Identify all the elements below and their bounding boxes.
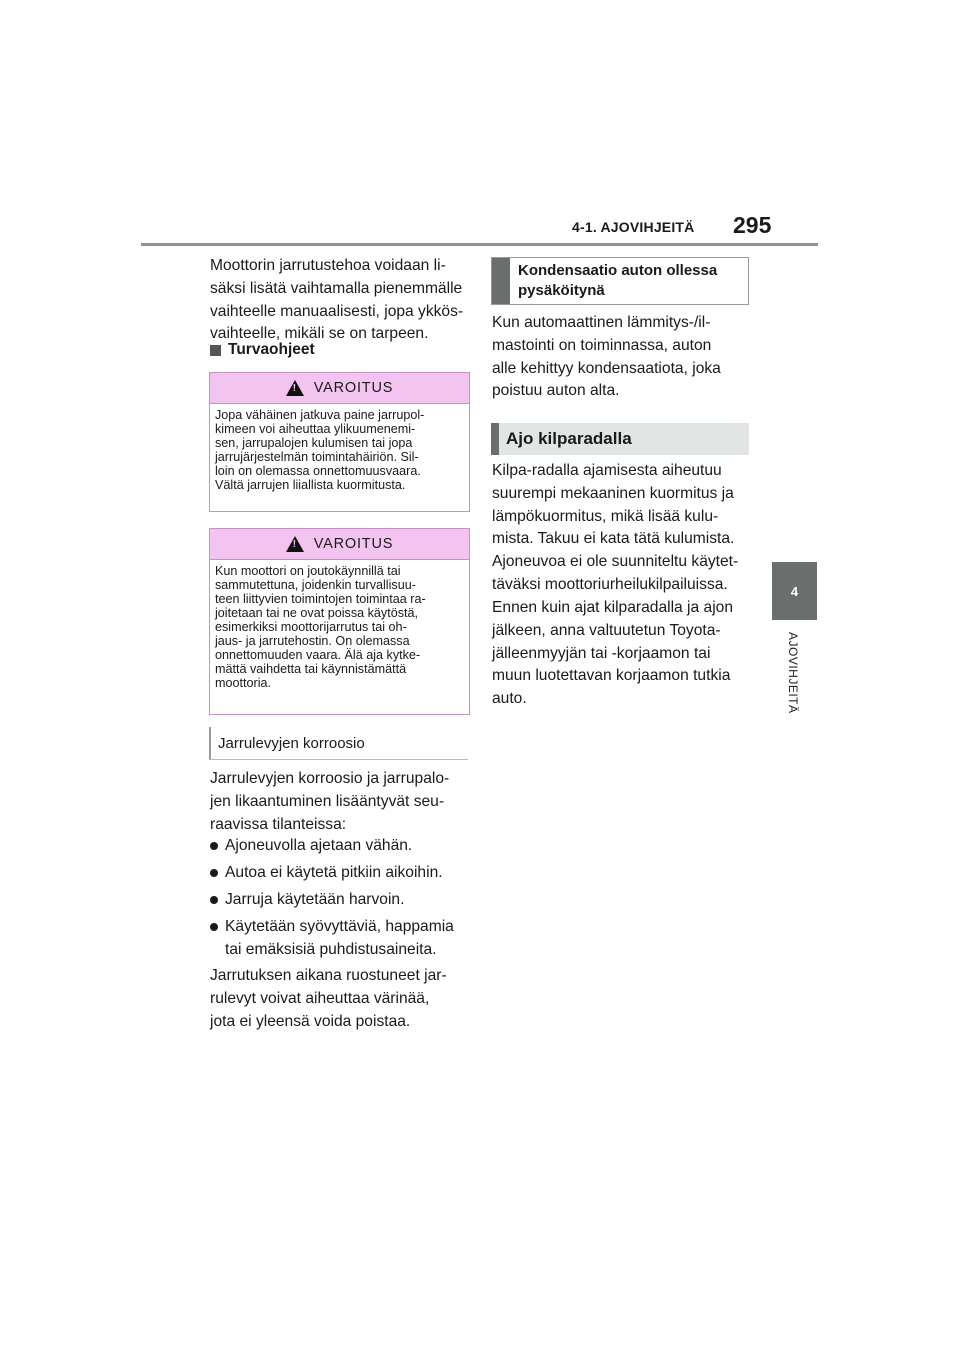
warning-header <box>210 373 469 404</box>
subheading-turvaohjeet <box>210 341 315 359</box>
list-item <box>210 835 470 858</box>
warning-header <box>210 529 469 560</box>
heading-track-driving <box>491 423 749 455</box>
condensation-paragraph <box>492 312 757 403</box>
text-line: Autoa ei käytetä pitkiin aikoihin. <box>225 864 443 881</box>
text-line: Kun moottori on joutokäynnillä tai <box>215 564 401 578</box>
text-line: vaihteelle, mikäli se on tarpeen. <box>210 325 429 343</box>
text-line: Jarrulevyjen korroosio ja jarrupalo- <box>210 770 450 787</box>
bullet-icon <box>210 923 218 931</box>
text-line: tai emäksisiä puhdistusaineita. <box>225 940 437 958</box>
text-line: Kun automaattinen lämmitys-/il- <box>492 314 711 331</box>
warning-triangle-icon: ! <box>286 380 304 396</box>
text-line: rulevyt voivat aiheuttaa värinää, <box>210 989 430 1007</box>
text-line: Jarruja käytetään harvoin. <box>225 891 405 908</box>
warning-box-1 <box>209 372 470 512</box>
warning-title: VAROITUS <box>313 380 394 396</box>
bullet-icon <box>210 896 218 904</box>
text-line: teen liittyvien toimintojen toimintaa ra- <box>215 592 426 606</box>
text-line: Vältä jarrujen liiallista kuormitusta. <box>215 478 406 492</box>
heading-condensation <box>491 257 749 305</box>
text-line: lämpökuormitus, mikä lisää kulu- <box>492 507 719 525</box>
list-item <box>210 916 470 961</box>
warning-title: VAROITUS <box>313 536 394 552</box>
heading-text: Ajo kilparadalla <box>506 429 632 448</box>
text-line: Jarrutuksen aikana ruostuneet jar- <box>210 967 447 984</box>
text-line: mista. Takuu ei kata tätä kulumista. <box>492 530 735 548</box>
warning-triangle-icon: ! <box>286 536 304 552</box>
heading-bar <box>491 423 499 455</box>
text-line: jälleenmyyjän tai -korjaamon tai <box>492 644 711 662</box>
track-paragraph-2 <box>492 597 757 711</box>
text-line: Ajoneuvoa ei ole suunniteltu käytet- <box>492 553 739 571</box>
text-line: täväksi moottoriurheilukilpailuissa. <box>492 575 728 593</box>
chapter-tab: 4 <box>772 562 817 620</box>
intro-paragraph <box>210 255 472 346</box>
subheading-text: Turvaohjeet <box>228 341 315 358</box>
warning-body <box>210 404 469 498</box>
text-line: jota ei yleensä voida poistaa. <box>210 1012 411 1030</box>
text-line: moottoria. <box>215 676 271 690</box>
bullet-list <box>210 835 470 966</box>
header-rule <box>141 243 818 246</box>
text-line: Jopa vähäinen jatkuva paine jarrupol- <box>215 408 425 422</box>
text-line: Käytetään syövyttäviä, happamia <box>225 918 454 935</box>
text-line: jälkeen, anna valtuutetun Toyota- <box>492 621 721 639</box>
section-heading-corrosion: Jarrulevyjen korroosio <box>209 727 468 760</box>
heading-text <box>510 258 717 304</box>
square-bullet-icon <box>210 345 221 356</box>
warning-body <box>210 560 469 696</box>
heading-bar <box>492 258 510 304</box>
chapter-side-label: AJOVIHJEITÄ <box>786 632 800 714</box>
warning-box-2 <box>209 528 470 715</box>
text-line: muun luotettavan korjaamon tutkia <box>492 667 731 685</box>
text-line: raavissa tilanteissa: <box>210 815 347 833</box>
list-item <box>210 862 470 885</box>
text-line: jaus- ja jarrutehostin. On olemassa <box>215 634 410 648</box>
text-line: pysäköitynä <box>518 282 605 299</box>
text-line: jarrujärjestelmän toimintahäiriön. Sil- <box>215 450 419 464</box>
text-line: mastointi on toiminnassa, auton <box>492 336 712 354</box>
text-line: mättä vaihdetta tai käynnistämättä <box>215 662 407 676</box>
text-line: säksi lisätä vaihtamalla pienemmälle <box>210 279 463 297</box>
text-line: Ajoneuvolla ajetaan vähän. <box>225 837 413 854</box>
corrosion-closing <box>210 965 472 1033</box>
text-line: Ennen kuin ajat kilparadalla ja ajon <box>492 599 734 616</box>
list-item <box>210 889 470 912</box>
text-line: Kilpa-radalla ajamisesta aiheutuu <box>492 462 722 479</box>
page-number: 295 <box>733 212 772 238</box>
bullet-icon <box>210 869 218 877</box>
corrosion-intro <box>210 768 472 836</box>
text-line: sammutettuna, joidenkin turvallisuu- <box>215 578 416 592</box>
text-line: esimerkiksi moottorijarrutus tai oh- <box>215 620 407 634</box>
text-line: jen likaantuminen lisääntyvät seu- <box>210 792 445 810</box>
track-paragraph-1 <box>492 460 757 597</box>
text-line: vaihteelle manuaalisesti, jopa ykkös- <box>210 302 464 320</box>
text-line: poistuu auton alta. <box>492 382 620 400</box>
text-line: joitetaan tai ne ovat poissa käytöstä, <box>215 606 419 620</box>
text-line: sen, jarrupalojen kulumisen tai jopa <box>215 436 413 450</box>
section-title: 4-1. AJOVIHJEITÄ <box>572 219 695 235</box>
text-line: Kondensaatio auton ollessa <box>518 262 718 279</box>
text-line: suurempi mekaaninen kuormitus ja <box>492 484 734 502</box>
text-line: onnettomuuden vaara. Älä aja kytke- <box>215 648 421 662</box>
text-line: loin on olemassa onnettomuusvaara. <box>215 464 421 478</box>
text-line: auto. <box>492 690 527 708</box>
bullet-icon <box>210 842 218 850</box>
text-line: alle kehittyy kondensaatiota, joka <box>492 359 721 377</box>
text-line: Moottorin jarrutustehoa voidaan li- <box>210 257 446 274</box>
text-line: kimeen voi aiheuttaa ylikuumenemi- <box>215 422 416 436</box>
